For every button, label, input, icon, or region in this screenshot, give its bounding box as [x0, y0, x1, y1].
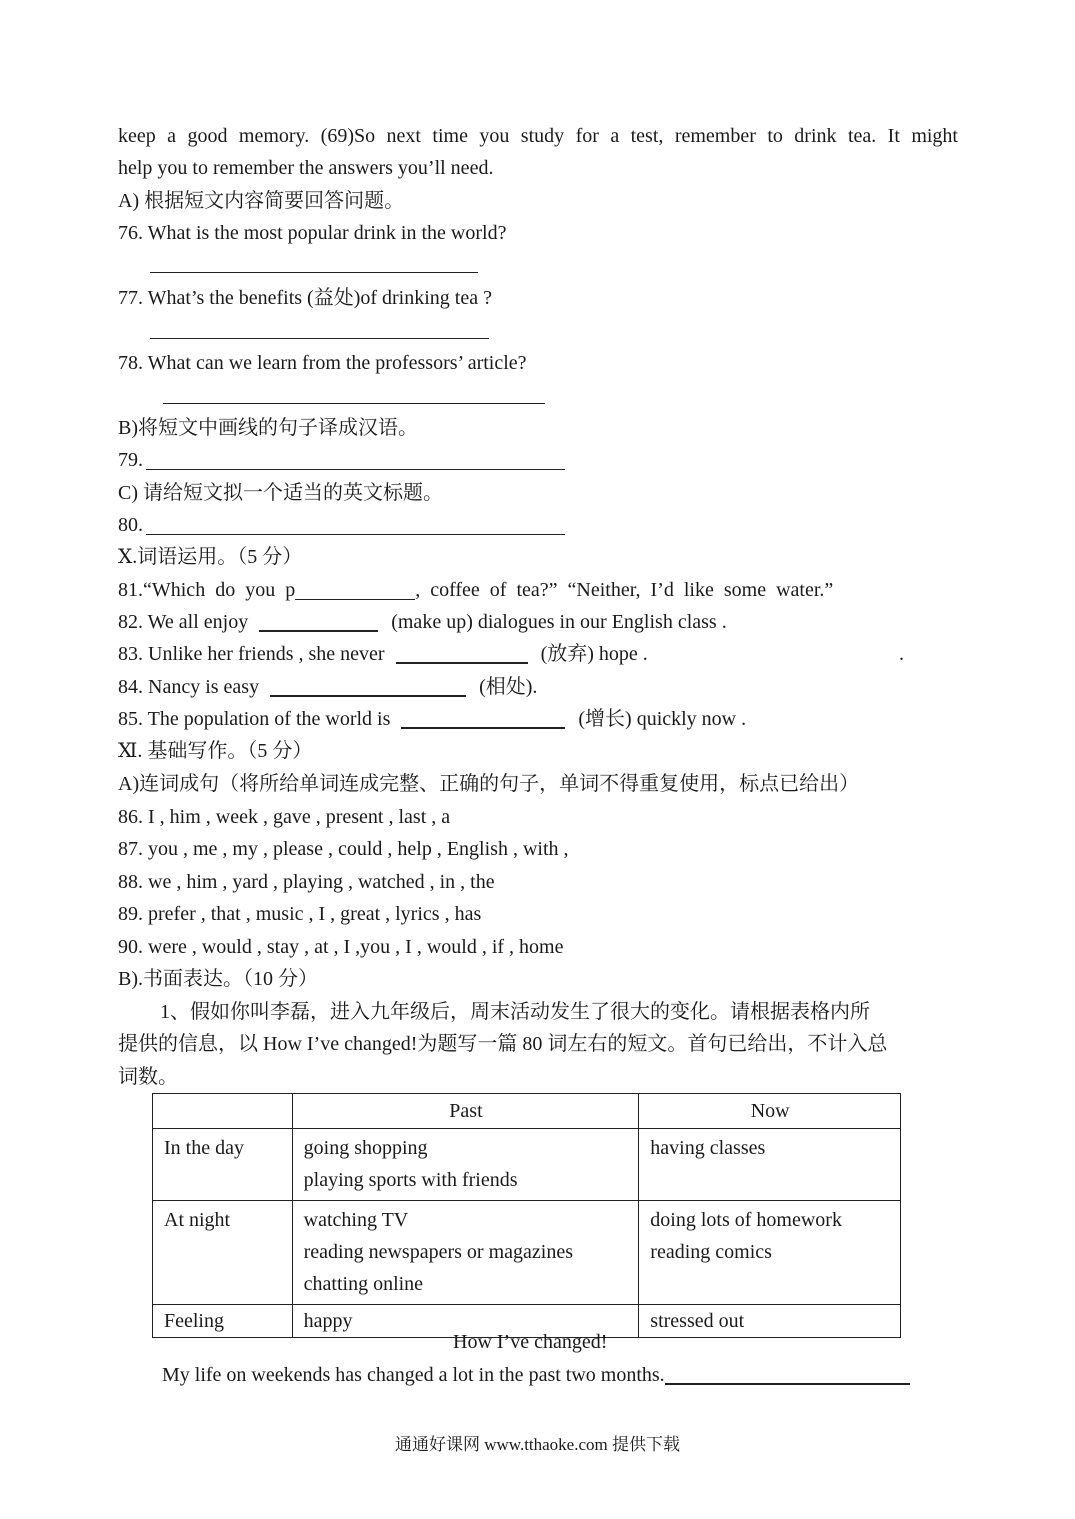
table-cell-item: stressed out	[650, 1310, 745, 1332]
question-83-text-start: 83. Unlike her friends , she never	[118, 643, 385, 665]
question-76: 76. What is the most popular drink in the world?	[118, 222, 507, 244]
question-85-text-end: (增长) quickly now .	[578, 708, 747, 730]
question-81-text-start: 81.“Which do you p	[118, 579, 296, 601]
table-header-empty	[153, 1094, 293, 1129]
question-84	[118, 675, 537, 699]
table-cell-item: going shopping	[303, 1137, 428, 1159]
writing-prompt-line-2: 提供的信息，以 How I’ve changed!为题写一篇 80 词左右的短文。首句已给出，不计入总	[118, 1033, 888, 1055]
question-90: 90. were , would , stay , at , I ,you , I , would , if , home	[118, 936, 564, 958]
answer-blank-84[interactable]	[270, 675, 466, 697]
table-header-row	[153, 1094, 901, 1129]
essay-first-sentence-text: My life on weekends has changed a lot in the past two months.	[162, 1364, 665, 1386]
question-80	[118, 513, 565, 537]
past-cell	[292, 1201, 639, 1305]
essay-first-sentence	[162, 1363, 910, 1387]
writing-prompt-line-3: 词数。	[118, 1066, 178, 1088]
section-c-heading: C) 请给短文拟一个适当的英文标题。	[118, 482, 443, 504]
question-84-text-end: (相处).	[479, 676, 538, 698]
answer-line-76[interactable]	[150, 272, 478, 273]
table-row	[153, 1201, 901, 1305]
question-81	[118, 578, 833, 602]
table-cell-item: reading comics	[650, 1241, 772, 1263]
essay-title: How I’ve changed!	[453, 1331, 608, 1353]
table-cell-item: happy	[303, 1310, 353, 1332]
passage-line-1: keep a good memory. (69)So next time you study for a test, remember to drink tea. It might	[118, 125, 958, 147]
answer-blank-81[interactable]	[295, 579, 415, 600]
now-cell	[639, 1201, 901, 1305]
question-82-text-start: 82. We all enjoy	[118, 611, 249, 633]
answer-line-80[interactable]	[146, 514, 565, 535]
question-83-stray-period: .	[899, 643, 904, 665]
question-78: 78. What can we learn from the professors’ article?	[118, 352, 527, 374]
question-81-text-end: , coffee of tea?” “Neither, I’d like some water.”	[415, 579, 834, 601]
past-cell	[292, 1129, 639, 1201]
now-cell	[639, 1305, 901, 1338]
table-row	[153, 1129, 901, 1201]
question-83-text-end: (放弃) hope .	[540, 643, 648, 665]
section-b-heading: B)将短文中画线的句子译成汉语。	[118, 417, 418, 439]
question-86: 86. I , him , week , gave , present , last , a	[118, 806, 451, 828]
passage-line-2: help you to remember the answers you’ll need.	[118, 157, 494, 179]
table-cell-item: chatting online	[303, 1273, 424, 1295]
answer-blank-82[interactable]	[259, 610, 378, 632]
section-a-heading: A) 根据短文内容简要回答问题。	[118, 190, 405, 212]
question-82-text-end: (make up) dialogues in our English class .	[391, 611, 727, 633]
row-label: Feeling	[153, 1305, 293, 1338]
essay-answer-line[interactable]	[665, 1363, 910, 1385]
question-85-text-start: 85. The population of the world is	[118, 708, 391, 730]
table-header-now: Now	[639, 1094, 901, 1129]
row-label: In the day	[153, 1129, 293, 1201]
answer-line-78[interactable]	[163, 403, 545, 404]
answer-blank-83[interactable]	[396, 642, 528, 664]
writing-prompt-line-1: 1、假如你叫李磊，进入九年级后，周末活动发生了很大的变化。请根据表格内所	[160, 1001, 870, 1023]
question-77: 77. What’s the benefits (益处)of drinking tea ?	[118, 287, 492, 309]
answer-line-79[interactable]	[146, 449, 565, 470]
part-xi-heading: Ⅺ. 基础写作。（5 分）	[118, 740, 313, 762]
table-cell-item: reading newspapers or magazines	[303, 1241, 573, 1263]
page-footer: 通通好课网 www.tthaoke.com 提供下载	[394, 1435, 681, 1454]
answer-blank-85[interactable]	[401, 707, 565, 729]
answer-line-77[interactable]	[150, 338, 489, 339]
question-79	[118, 448, 565, 472]
question-88: 88. we , him , yard , playing , watched , in , the	[118, 871, 495, 893]
question-85	[118, 707, 746, 731]
now-cell	[639, 1129, 901, 1201]
table-header-past: Past	[292, 1094, 639, 1129]
row-label: At night	[153, 1201, 293, 1305]
table-cell-item: playing sports with friends	[303, 1169, 518, 1191]
question-79-number: 79.	[118, 449, 143, 471]
question-84-text-start: 84. Nancy is easy	[118, 676, 260, 698]
table-cell-item: having classes	[650, 1137, 766, 1159]
question-80-number: 80.	[118, 514, 143, 536]
part-x-heading: Ⅹ.词语运用。（5 分）	[118, 546, 303, 568]
question-82	[118, 610, 727, 634]
part-xi-a-heading: A)连词成句（将所给单词连成完整、正确的句子，单词不得重复使用，标点已给出）	[118, 773, 860, 795]
table-cell-item: watching TV	[303, 1209, 409, 1231]
question-83	[118, 642, 648, 666]
part-xi-b-heading: B).书面表达。（10 分）	[118, 968, 318, 990]
question-89: 89. prefer , that , music , I , great , lyrics , has	[118, 903, 482, 925]
question-87: 87. you , me , my , please , could , help , English , with ,	[118, 838, 569, 860]
activities-table	[152, 1093, 901, 1338]
table-cell-item: doing lots of homework	[650, 1209, 842, 1231]
